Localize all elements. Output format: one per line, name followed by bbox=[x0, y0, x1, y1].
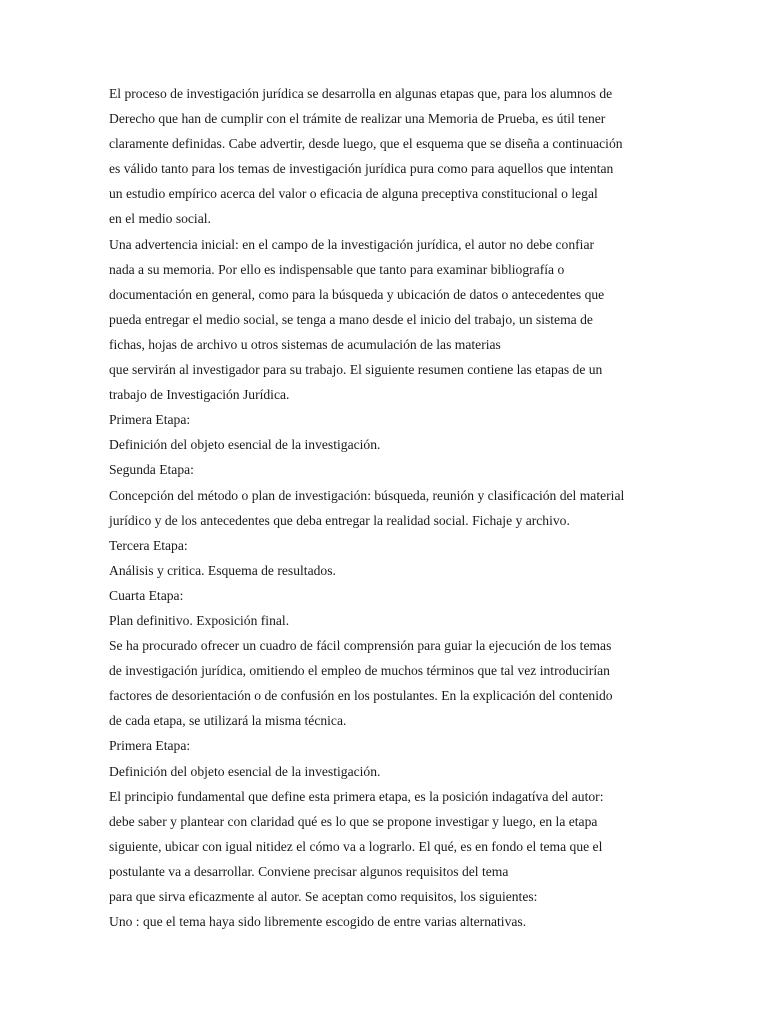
text-line: Análisis y critica. Esquema de resultados. bbox=[109, 562, 336, 578]
text-line: que servirán al investigador para su trabajo. El siguiente resumen contiene las etapas de un bbox=[109, 362, 603, 378]
text-line: en el medio social. bbox=[109, 211, 211, 227]
text-line: Definición del objeto esencial de la investigación. bbox=[109, 437, 381, 453]
document-body bbox=[109, 81, 669, 934]
text-line: para que sirva eficazmente al autor. Se aceptan como requisitos, los siguientes: bbox=[109, 889, 538, 904]
section-heading: Tercera Etapa: bbox=[109, 537, 188, 553]
section-heading: Segunda Etapa: bbox=[109, 462, 194, 478]
text-line: trabajo de Investigación Jurídica. bbox=[109, 387, 290, 403]
text-line: El proceso de investigación jurídica se desarrolla en algunas etapas que, para los alumnos de bbox=[109, 86, 613, 101]
text-line: pueda entregar el medio social, se tenga a mano desde el inicio del trabajo, un sistema de bbox=[109, 311, 593, 327]
text-line: debe saber y plantear con claridad qué es lo que se propone investigar y luego, en la etapa bbox=[109, 813, 598, 829]
text-line: claramente definidas. Cabe advertir, desde luego, que el esquema que se diseña a continuación bbox=[109, 136, 623, 152]
text-line: Concepción del método o plan de investigación: búsqueda, reunión y clasificación del material bbox=[109, 487, 625, 503]
text-line: Uno : que el tema haya sido libremente escogido de entre varias alternativas. bbox=[109, 914, 527, 930]
text-line: factores de desorientación o de confusión en los postulantes. En la explicación del contenido bbox=[109, 688, 613, 704]
section-heading: Cuarta Etapa: bbox=[109, 587, 184, 603]
text-line: El principio fundamental que define esta primera etapa, es la posición indagatíva del autor: bbox=[109, 788, 604, 804]
text-line: de cada etapa, se utilizará la misma técnica. bbox=[109, 713, 347, 729]
text-line: postulante va a desarrollar. Conviene precisar algunos requisitos del tema bbox=[109, 863, 509, 879]
text-line: Una advertencia inicial: en el campo de la investigación jurídica, el autor no debe confiar bbox=[109, 236, 595, 252]
section-heading: Primera Etapa: bbox=[109, 412, 191, 428]
text-line: un estudio empírico acerca del valor o eficacia de alguna preceptiva constitucional o legal bbox=[109, 186, 598, 202]
text-line: es válido tanto para los temas de investigación jurídica pura como para aquellos que intentan bbox=[109, 161, 614, 177]
text-line: Derecho que han de cumplir con el trámite de realizar una Memoria de Prueba, es útil tener bbox=[109, 111, 606, 127]
text-line: fichas, hojas de archivo u otros sistemas de acumulación de las materias bbox=[109, 336, 501, 352]
text-line: documentación en general, como para la búsqueda y ubicación de datos o antecedentes que bbox=[109, 286, 605, 302]
text-line: Se ha procurado ofrecer un cuadro de fácil comprensión para guiar la ejecución de los temas bbox=[109, 638, 612, 654]
text-line: jurídico y de los antecedentes que deba entregar la realidad social. Fichaje y archivo. bbox=[109, 512, 570, 528]
text-line: nada a su memoria. Por ello es indispensable que tanto para examinar bibliografía o bbox=[109, 261, 565, 277]
text-line: Plan definitivo. Exposición final. bbox=[109, 612, 290, 628]
text-line: siguiente, ubicar con igual nitidez el cómo va a lograrlo. El qué, es en fondo el tema que el bbox=[109, 838, 603, 854]
section-heading: Primera Etapa: bbox=[109, 738, 191, 754]
text-line: de investigación jurídica, omitiendo el empleo de muchos términos que tal vez introducirían bbox=[109, 663, 610, 679]
text-line: Definición del objeto esencial de la investigación. bbox=[109, 763, 381, 779]
